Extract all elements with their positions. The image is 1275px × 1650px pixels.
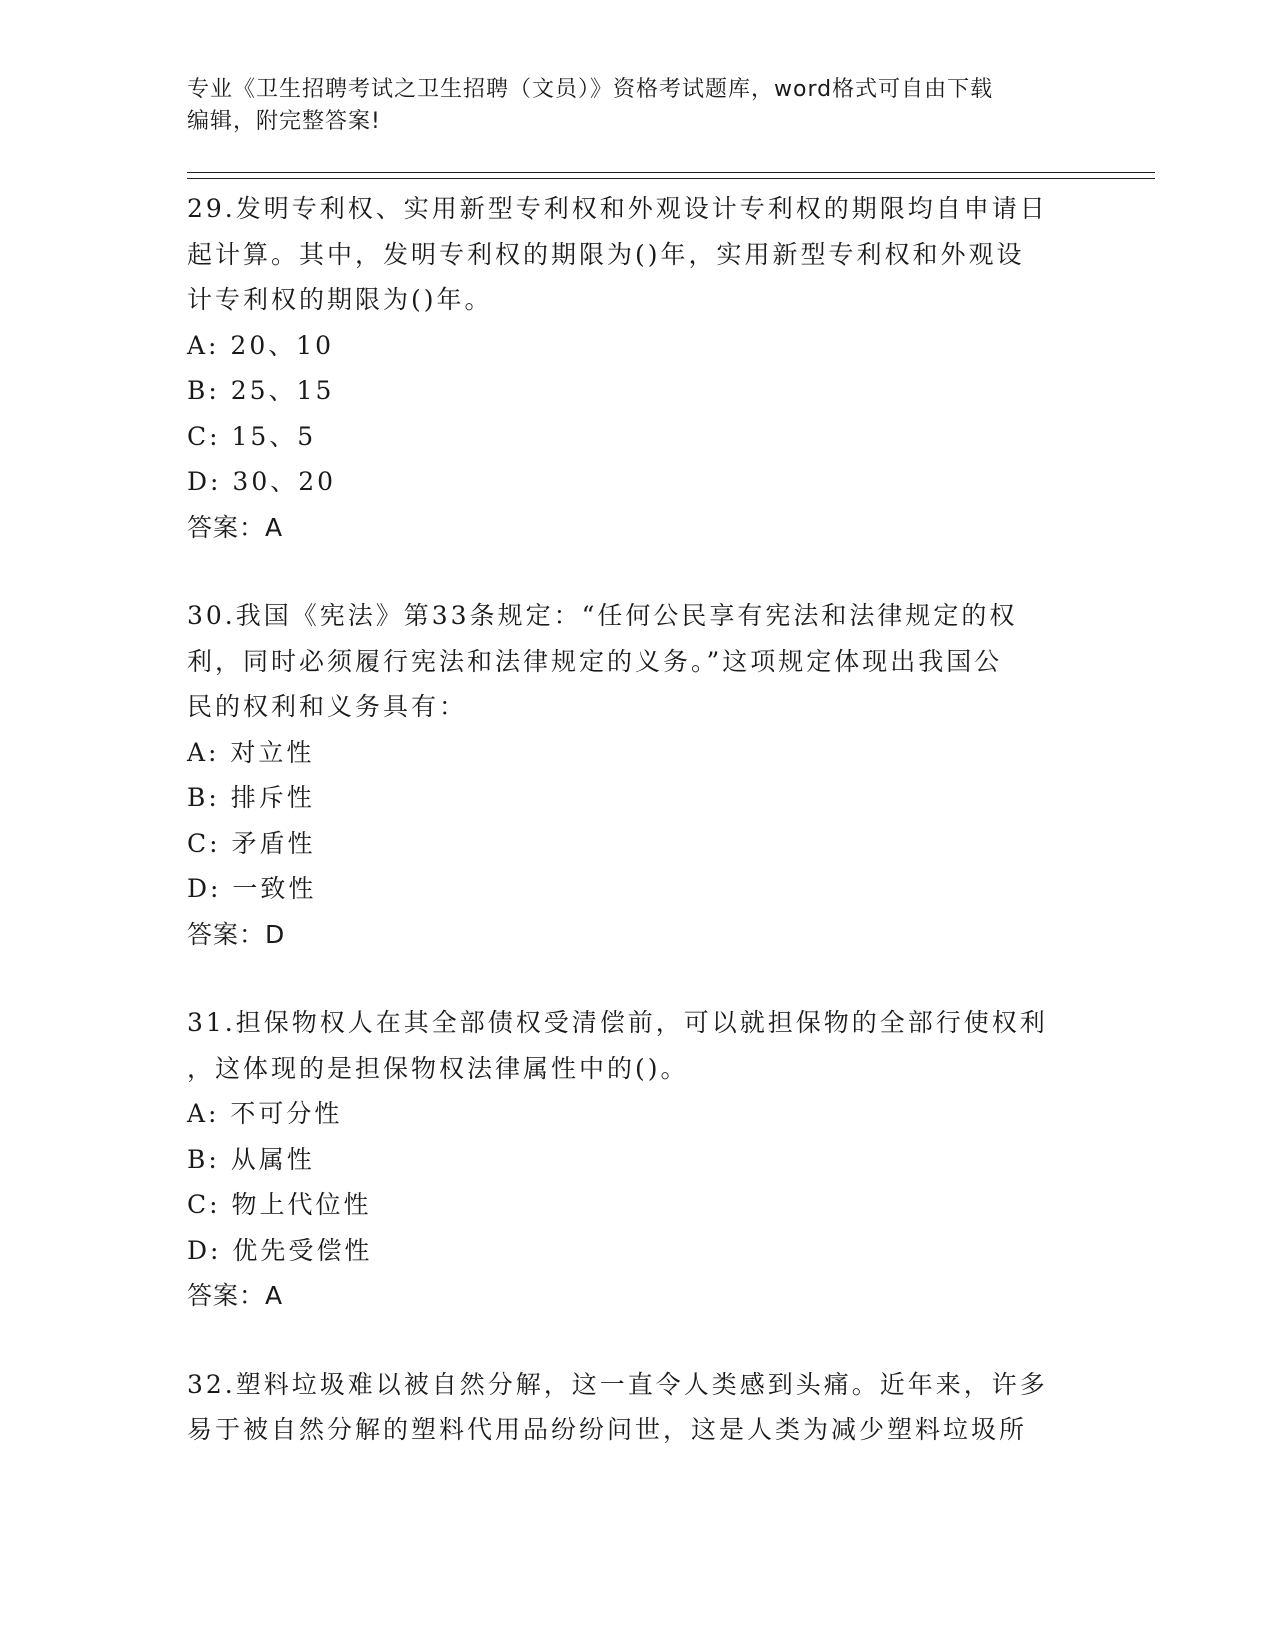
answer-line: 答案：A — [187, 1281, 284, 1310]
stem-line: 30.我国《宪法》第33条规定：“任何公民享有宪法和法律规定的权 — [187, 601, 1018, 630]
question-stem — [187, 1362, 1087, 1453]
option-d: D: 优先受偿性 — [187, 1235, 373, 1265]
option-b: B: 25、15 — [187, 376, 335, 405]
stem-line: 民的权利和义务具有： — [187, 692, 468, 721]
option-d: D: 一致性 — [187, 874, 317, 903]
stem-line: 易于被自然分解的塑料代用品纷纷问世，这是人类为减少塑料垃圾所 — [187, 1415, 1028, 1444]
stem-line: 29.发明专利权、实用新型专利权和外观设计专利权的期限均自申请日 — [187, 194, 1048, 223]
stem-line: 32.塑料垃圾难以被自然分解，这一直令人类感到头痛。近年来，许多 — [187, 1369, 1048, 1399]
option-b: B: 从属性 — [187, 1144, 315, 1174]
option-c: C: 矛盾性 — [187, 828, 316, 858]
question-stem — [187, 1000, 1087, 1091]
option-c: C: 15、5 — [187, 421, 317, 451]
stem-line: 利，同时必须履行宪法和法律规定的义务。”这项规定体现出我国公 — [187, 646, 1003, 676]
option-c: C: 物上代位性 — [187, 1190, 372, 1219]
answer-line: 答案：D — [187, 919, 286, 949]
question-32 — [187, 1362, 1087, 1453]
header-divider-bottom — [187, 178, 1155, 179]
option-b: B: 排斥性 — [187, 783, 315, 812]
question-31 — [187, 1000, 1087, 1319]
header-line-1: 专业《卫生招聘考试之卫生招聘（文员）》资格考试题库，word格式可自由下载 — [187, 77, 994, 102]
stem-line: 计专利权的期限为()年。 — [187, 285, 493, 314]
question-list — [187, 186, 1087, 1496]
question-stem — [187, 186, 1087, 323]
header-line-2: 编辑，附完整答案! — [187, 109, 381, 134]
header-divider-top — [187, 172, 1155, 173]
stem-line: 31.担保物权人在其全部债权受清偿前，可以就担保物的全部行使权利 — [187, 1008, 1048, 1037]
option-d: D: 30、20 — [187, 467, 337, 496]
question-30 — [187, 593, 1087, 957]
stem-line: ，这体现的是担保物权法律属性中的()。 — [187, 1053, 689, 1083]
document-header — [187, 74, 1077, 138]
question-stem — [187, 593, 1087, 730]
option-a: A: 对立性 — [187, 737, 315, 767]
answer-line: 答案：A — [187, 512, 284, 542]
option-a: A: 不可分性 — [187, 1099, 343, 1128]
option-a: A: 20、10 — [187, 330, 335, 360]
question-29 — [187, 186, 1087, 550]
stem-line: 起计算。其中，发明专利权的期限为()年，实用新型专利权和外观设 — [187, 239, 1025, 269]
